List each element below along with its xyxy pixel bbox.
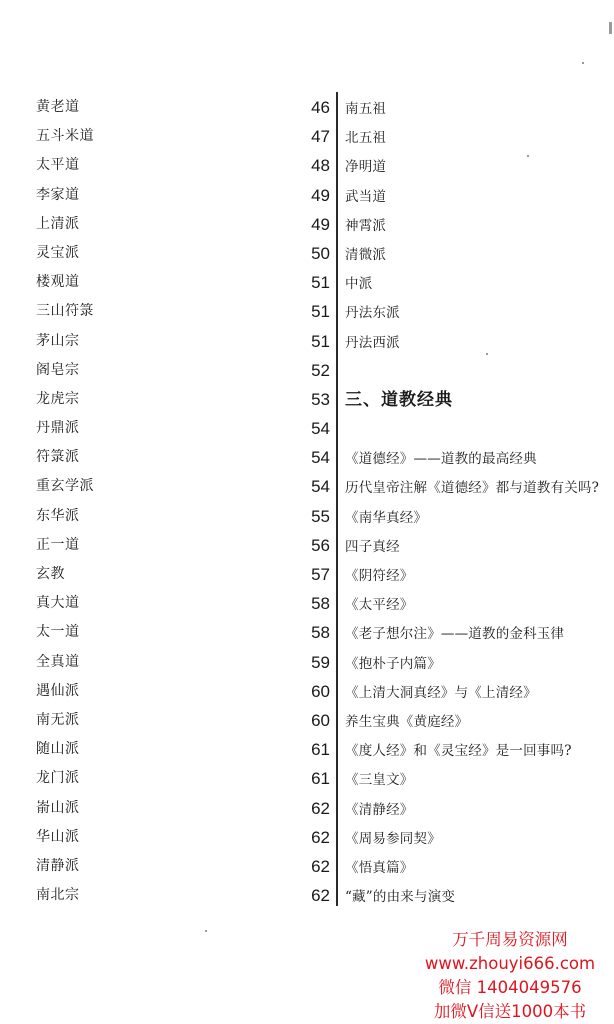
watermark-line-3: 微信 1404049576: [438, 978, 582, 997]
toc-entry: [36, 502, 336, 531]
toc-entry: [36, 677, 336, 706]
toc-entry-title-row: [345, 823, 607, 852]
toc-entry-title: 遇仙派: [36, 682, 80, 699]
toc-entry-title: 清静派: [36, 857, 80, 874]
toc-entry-title-row: [345, 589, 607, 618]
watermark: [410, 928, 610, 1024]
toc-entry-page-number: 51: [311, 273, 330, 293]
toc-entry-page-number: 61: [311, 740, 330, 760]
toc-entry-title-row: [345, 648, 607, 677]
toc-entry-title: 中派: [345, 276, 373, 293]
toc-entry-title-row: [345, 794, 607, 823]
toc-entry-title: 四子真经: [345, 538, 400, 555]
toc-entry-title: 丹法东派: [345, 305, 400, 322]
toc-entry-title-row: [345, 268, 607, 297]
toc-entry-title-row: [345, 764, 607, 793]
toc-entry-title: 玄教: [36, 566, 65, 582]
toc-entry: [36, 181, 336, 210]
toc-entry: [36, 385, 336, 414]
toc-entry-title-row: [345, 852, 607, 881]
toc-entry-title: 随山派: [36, 741, 80, 758]
toc-entry-page-number: 55: [311, 506, 330, 526]
toc-entry: [36, 618, 336, 647]
toc-entry-title: 北五祖: [345, 130, 387, 147]
toc-entry-title: 《道德经》——道教的最高经典: [345, 451, 537, 468]
scan-speck: [527, 155, 529, 157]
toc-entry: [36, 356, 336, 385]
toc-entry-title: 武当道: [345, 188, 387, 205]
section-heading: 三、道教经典: [345, 389, 453, 410]
section-gap: [345, 414, 607, 443]
toc-entry-page-number: 53: [311, 389, 330, 409]
toc-entry: [36, 93, 336, 122]
toc-entry-title-row: [345, 472, 607, 501]
toc-entry-page-number: 47: [311, 127, 330, 147]
toc-entry-title: 三山符箓: [36, 303, 94, 320]
toc-entry-title-row: [345, 735, 607, 764]
scan-speck: [582, 62, 584, 64]
toc-entry-page-number: 51: [311, 331, 330, 351]
toc-entry-title: 《南华真经》: [345, 509, 428, 526]
toc-entry-title-row: [345, 93, 607, 122]
toc-entry: [36, 327, 336, 356]
toc-entry-title: 茅山宗: [36, 332, 80, 349]
toc-entry: [36, 764, 336, 793]
toc-entry-title: 华山派: [36, 828, 80, 845]
toc-entry-title: 南无派: [36, 711, 80, 728]
toc-entry-page-number: 61: [311, 769, 330, 789]
toc-entry-title: 太平道: [36, 157, 80, 174]
toc-entry-title-row: [345, 151, 607, 180]
scan-speck: [205, 930, 207, 932]
toc-entry-page-number: 49: [311, 185, 330, 205]
toc-entry-title: 太一道: [36, 624, 80, 641]
toc-entry-title-row: [345, 297, 607, 326]
toc-entry-title: 东华派: [36, 507, 80, 524]
toc-entry-page-number: 48: [311, 156, 330, 176]
toc-entry-page-number: 57: [311, 565, 330, 584]
section-heading-row: [345, 385, 607, 414]
toc-entry-page-number: 51: [311, 302, 330, 322]
toc-entry-page-number: 62: [311, 886, 330, 906]
toc-entry-page-number: 54: [311, 477, 330, 497]
toc-entry: [36, 151, 336, 180]
toc-entry-title-row: [345, 502, 607, 531]
toc-entry: [36, 648, 336, 677]
toc-entry: [36, 443, 336, 472]
toc-entry-title: 清微派: [345, 246, 387, 263]
toc-entry-title-row: [345, 618, 607, 647]
toc-entry-page-number: 60: [311, 681, 330, 701]
toc-entry-title: 李家道: [36, 186, 80, 203]
toc-entry-page-number: 50: [311, 243, 330, 263]
toc-entry-title: 正一道: [36, 536, 80, 553]
toc-entry-title-row: [345, 443, 607, 472]
toc-entry-title-row: [345, 531, 607, 560]
toc-entry-title: 养生宝典《黄庭经》: [345, 713, 469, 730]
toc-entry: [36, 239, 336, 268]
toc-entry-page-number: 62: [311, 827, 330, 847]
toc-entry-title: 《度人经》和《灵宝经》是一回事吗?: [345, 743, 572, 760]
toc-entry-page-number: 56: [311, 535, 330, 555]
toc-entry-title: 全真道: [36, 653, 80, 670]
section-gap: [345, 356, 607, 385]
toc-entry-page-number: 62: [311, 798, 330, 818]
toc-entry-title: 《三皇文》: [345, 772, 414, 789]
toc-entry-title: “藏”的由来与演变: [345, 889, 456, 906]
toc-entry-page-number: 49: [311, 214, 330, 234]
toc-entry-title: 龙门派: [36, 770, 80, 787]
toc-entry-title: 《抱朴子内篇》: [345, 655, 441, 672]
toc-entry: [36, 414, 336, 443]
toc-entry: [36, 589, 336, 618]
toc-entry: [36, 472, 336, 501]
toc-entry: [36, 794, 336, 823]
toc-entry-title-row: [345, 706, 607, 735]
toc-entry: [36, 560, 336, 589]
toc-entry-page-number: 46: [311, 98, 330, 117]
toc-entry-page-number: 54: [311, 448, 330, 468]
toc-entry: [36, 210, 336, 239]
watermark-line-1: 万千周易资源网: [452, 930, 568, 949]
toc-entry-title: 丹鼎派: [36, 420, 80, 437]
toc-entry: [36, 122, 336, 151]
toc-entry-title: 五斗米道: [36, 128, 94, 145]
toc-entry-title: 真大道: [36, 595, 80, 612]
toc-entry: [36, 297, 336, 326]
scan-edge-mark: [609, 22, 612, 34]
toc-entry-title: 《太平经》: [345, 597, 414, 614]
toc-entry-page-number: 59: [311, 652, 330, 672]
toc-entry-title: 上清派: [36, 215, 80, 232]
toc-entry-page-number: 54: [311, 419, 330, 439]
toc-entry-title-row: [345, 122, 607, 151]
toc-entry: [36, 823, 336, 852]
toc-entry-title: 龙虎宗: [36, 390, 80, 407]
toc-entry-title: 《清静经》: [345, 801, 414, 818]
scan-speck: [486, 353, 488, 355]
toc-entry-title-row: [345, 327, 607, 356]
toc-entry: [36, 881, 336, 910]
toc-entry-title: 南北宗: [36, 887, 80, 904]
toc-entry-page-number: 52: [311, 360, 330, 380]
toc-entry: [36, 706, 336, 735]
toc-entry-page-number: 60: [311, 710, 330, 730]
toc-entry-title-row: [345, 181, 607, 210]
toc-entry-title: 《老子想尔注》——道教的金科玉律: [345, 626, 565, 643]
toc-entry-title-row: [345, 881, 607, 910]
toc-entry-title: 嵛山派: [36, 799, 80, 816]
watermark-line-2: www.zhouyi666.com: [424, 954, 596, 973]
toc-entry-title: 符箓派: [36, 449, 80, 466]
toc-entry-title: 《上清大洞真经》与《上清经》: [345, 684, 537, 701]
toc-entry-title: 神霄派: [345, 217, 387, 234]
toc-entry-title: 《阴符经》: [345, 568, 414, 584]
toc-entry-page-number: 58: [311, 623, 330, 643]
watermark-line-4: 加微V信送1000本书: [433, 1002, 587, 1021]
toc-entry-title: 南五祖: [345, 101, 387, 117]
toc-entry-title: 灵宝派: [36, 244, 80, 261]
toc-entry-title: 《周易参同契》: [345, 830, 441, 847]
toc-entry-page-number: 58: [311, 594, 330, 614]
toc-entry-title: 丹法西派: [345, 334, 400, 351]
toc-entry: [36, 735, 336, 764]
toc-entry-title-row: [345, 210, 607, 239]
toc-left-column: [36, 93, 336, 910]
toc-entry-title: 楼观道: [36, 274, 80, 291]
toc-entry-title-row: [345, 677, 607, 706]
toc-entry-title: 重玄学派: [36, 478, 94, 495]
toc-entry-title-row: [345, 239, 607, 268]
toc-entry-title: 净明道: [345, 159, 387, 176]
toc-entry-title-row: [345, 560, 607, 589]
column-divider: [336, 92, 338, 906]
toc-entry: [36, 268, 336, 297]
toc-entry: [36, 852, 336, 881]
toc-entry-title: 历代皇帝注解《道德经》都与道教有关吗?: [345, 480, 600, 497]
toc-entry-page-number: 62: [311, 856, 330, 876]
toc-entry-title: 阁皂宗: [36, 361, 80, 378]
toc-right-column: [345, 93, 607, 910]
toc-entry-title: 《悟真篇》: [345, 859, 414, 876]
toc-entry: [36, 531, 336, 560]
toc-entry-title: 黄老道: [36, 99, 80, 115]
